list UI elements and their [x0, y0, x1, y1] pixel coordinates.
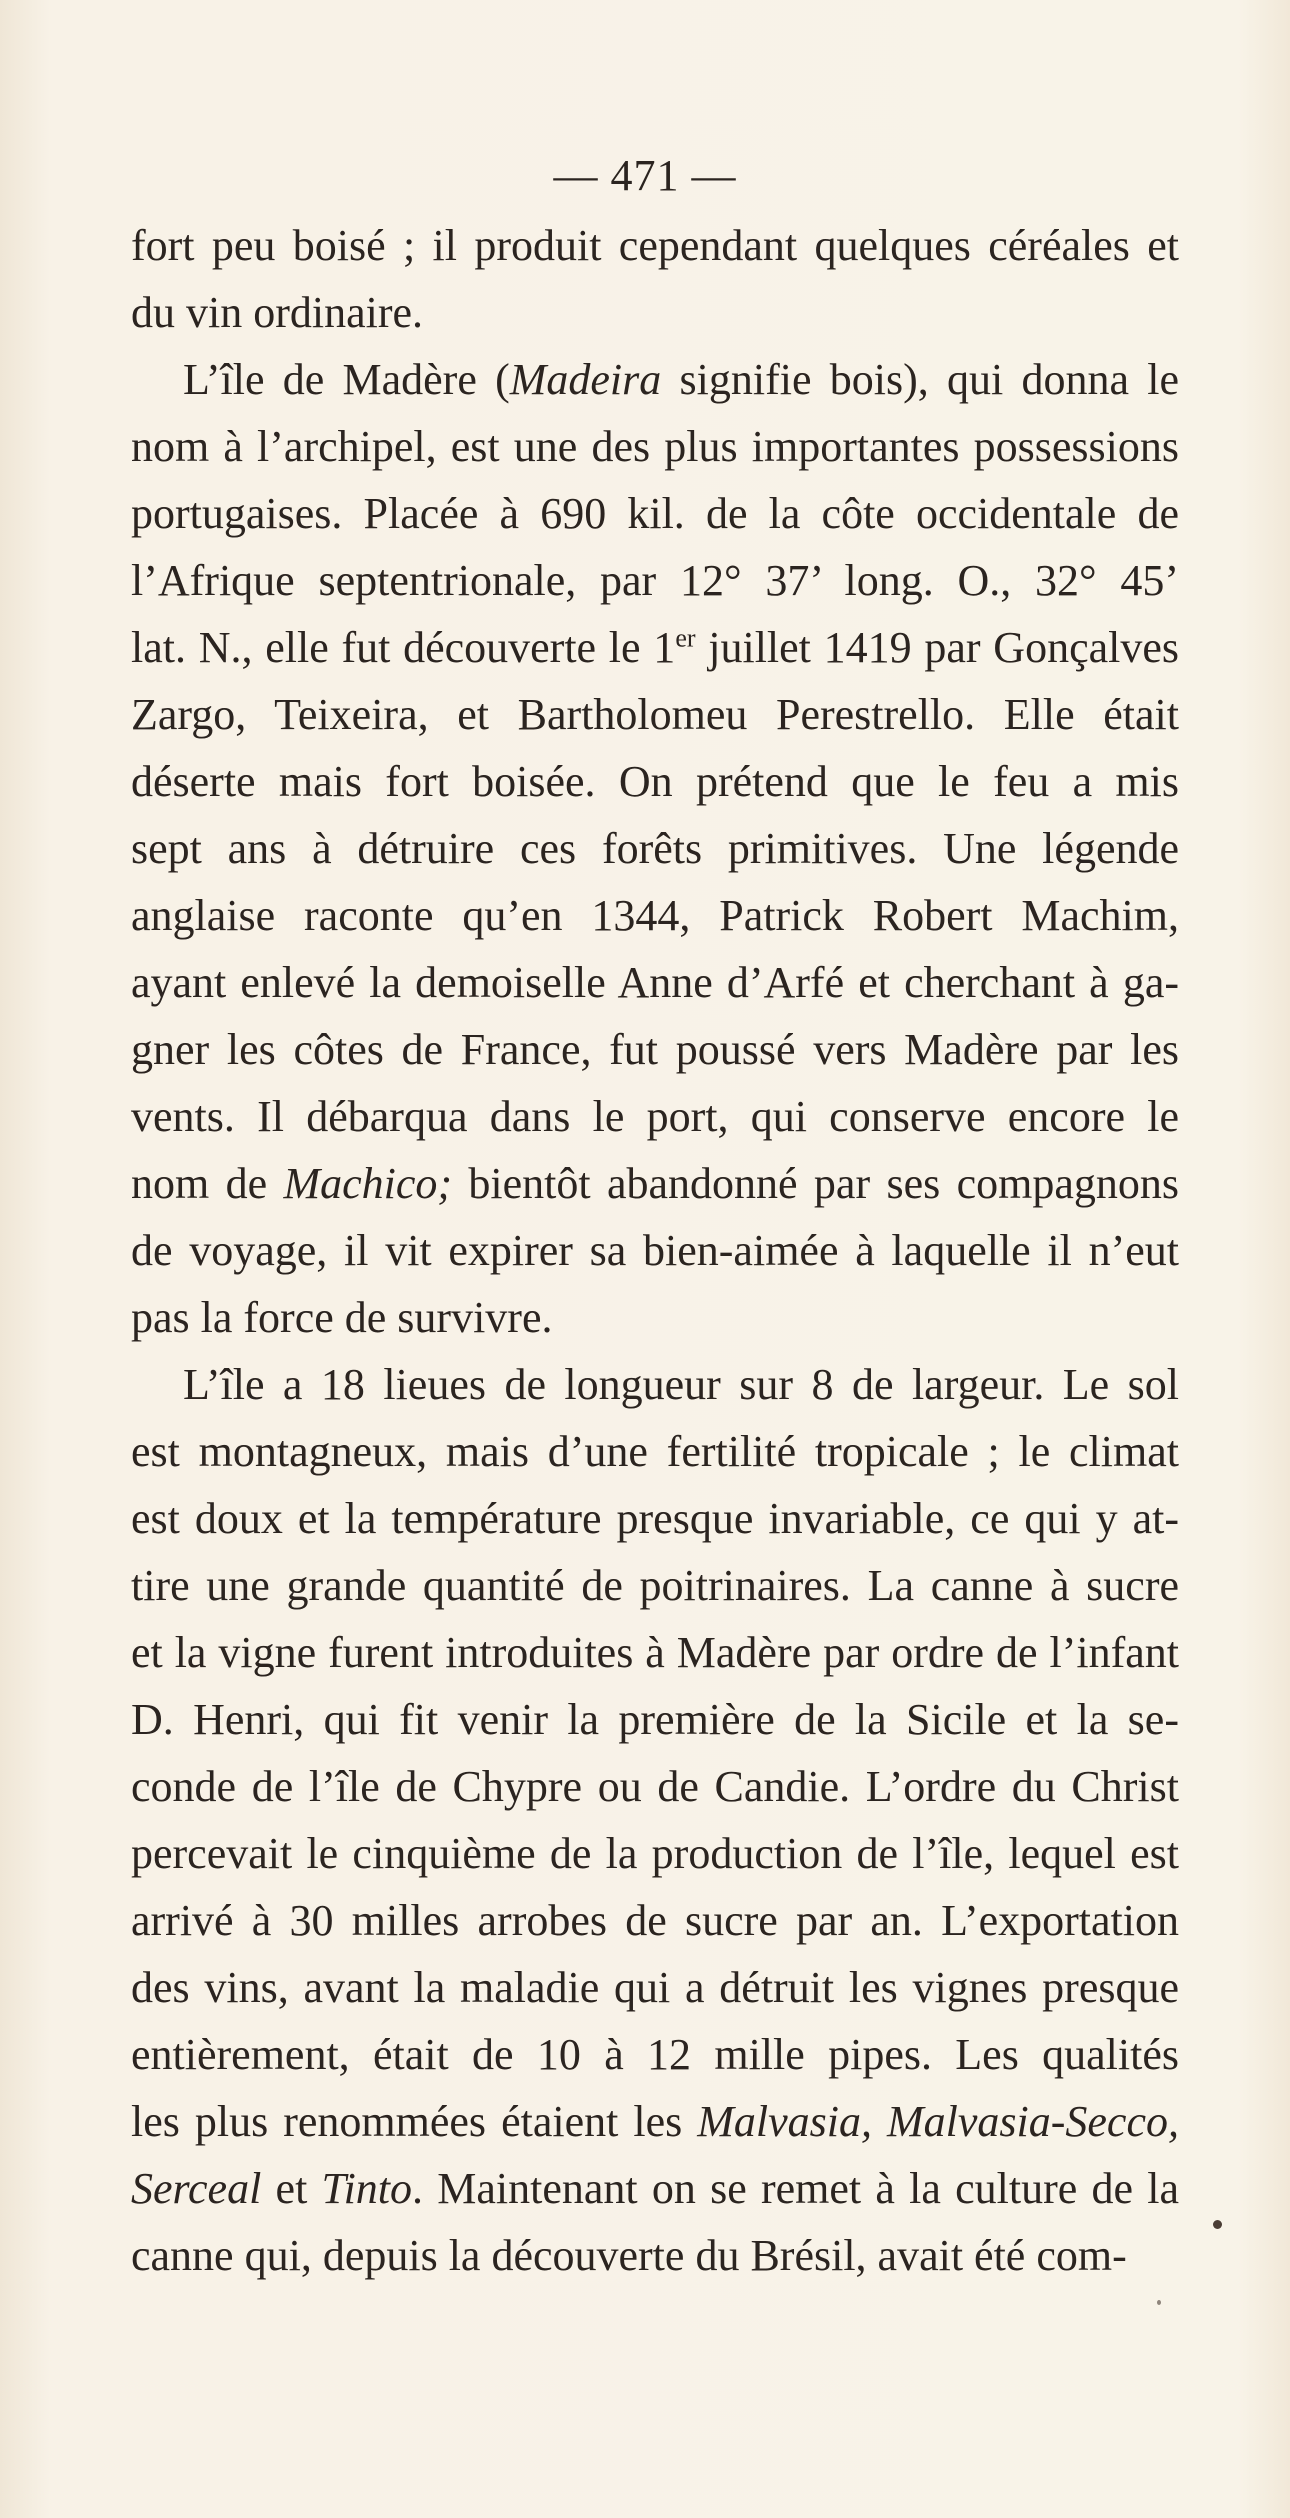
text-line	[131, 2155, 1179, 2222]
italic-text: Serceal	[131, 2164, 262, 2213]
text-line	[131, 1552, 1179, 1619]
text-run: l’Afrique septentrionale, par 12° 37’ long. O., 32° 45’	[131, 556, 1179, 605]
text-run: signifie bois), qui donna le	[661, 355, 1179, 404]
text-run: arrivé à 30 milles arrobes de sucre par an. L’exportation	[131, 1896, 1179, 1945]
text-run: ayant enlevé la demoiselle Anne d’Arfé et cherchant à ga-	[131, 958, 1179, 1007]
text-run: de voyage, il vit expirer sa bien-aimée à laquelle il n’eut	[131, 1226, 1179, 1275]
text-run: vents. Il débarqua dans le port, qui conserve encore le	[131, 1092, 1179, 1141]
ink-speck	[1213, 2220, 1222, 2229]
text-run: tire une grande quantité de poitrinaires. La canne à sucre	[131, 1561, 1179, 1610]
text-run: L’île a 18 lieues de longueur sur 8 de largeur. Le sol	[183, 1360, 1179, 1409]
text-line	[131, 1418, 1179, 1485]
text-line	[131, 2088, 1179, 2155]
text-run: est montagneux, mais d’une fertilité tropicale ; le climat	[131, 1427, 1179, 1476]
text-run: et	[261, 2164, 322, 2213]
text-line	[131, 279, 1179, 346]
text-line	[131, 681, 1179, 748]
text-run: . Maintenant on se remet à la culture de la	[412, 2164, 1179, 2213]
text-line	[131, 748, 1179, 815]
body-text	[131, 212, 1179, 2289]
text-line	[131, 882, 1179, 949]
text-line	[131, 346, 1179, 413]
text-line	[131, 1150, 1179, 1217]
text-line	[131, 815, 1179, 882]
text-run: nom de	[131, 1159, 284, 1208]
italic-text: Tinto	[321, 2164, 413, 2213]
italic-text: Machico;	[283, 1159, 453, 1208]
text-line	[131, 2222, 1179, 2289]
text-line	[131, 1284, 1179, 1351]
text-line	[131, 1351, 1179, 1418]
text-line	[131, 1820, 1179, 1887]
text-line	[131, 949, 1179, 1016]
text-run: portugaises. Placée à 690 kil. de la côte occidentale de	[131, 489, 1179, 538]
text-run: D. Henri, qui fit venir la première de la Sicile et la se-	[131, 1695, 1179, 1744]
text-run: Zargo, Teixeira, et Bartholomeu Perestrello. Elle était	[131, 690, 1179, 739]
text-line	[131, 1016, 1179, 1083]
text-run: anglaise raconte qu’en 1344, Patrick Robert Machim,	[131, 891, 1179, 940]
text-line	[131, 1083, 1179, 1150]
text-run: est doux et la température presque invariable, ce qui y at-	[131, 1494, 1179, 1543]
text-line	[131, 614, 1179, 681]
italic-text: Malvasia, Malvasia-Secco,	[697, 2097, 1179, 2146]
text-line	[131, 547, 1179, 614]
text-line	[131, 1217, 1179, 1284]
text-run: et la vigne furent introduites à Madère par ordre de l’infant	[131, 1628, 1179, 1677]
text-run: L’île de Madère (	[183, 355, 510, 404]
text-run: canne qui, depuis la découverte du Brésil, avait été com-	[131, 2231, 1127, 2280]
text-run: fort peu boisé ; il produit cependant quelques céréales et	[131, 221, 1179, 270]
text-run: percevait le cinquième de la production de l’île, lequel est	[131, 1829, 1179, 1878]
text-run: pas la force de survivre.	[131, 1293, 553, 1342]
text-run: conde de l’île de Chypre ou de Candie. L’ordre du Christ	[131, 1762, 1179, 1811]
text-run: nom à l’archipel, est une des plus importantes possessions	[131, 422, 1179, 471]
page-number: — 471 —	[553, 151, 737, 200]
text-line	[131, 413, 1179, 480]
text-run: sept ans à détruire ces forêts primitives. Une légende	[131, 824, 1179, 873]
text-run: entièrement, était de 10 à 12 mille pipes. Les qualités	[131, 2030, 1179, 2079]
italic-text: Madeira	[509, 355, 662, 404]
text-line	[131, 2021, 1179, 2088]
text-run: déserte mais fort boisée. On prétend que le feu a mis	[131, 757, 1179, 806]
text-line	[131, 1619, 1179, 1686]
superscript: er	[675, 623, 696, 653]
text-run: des vins, avant la maladie qui a détruit les vignes presque	[131, 1963, 1179, 2012]
text-run: les plus renommées étaient les	[131, 2097, 698, 2146]
text-run: lat. N., elle fut découverte le 1er juillet 1419 par Gonçalves	[131, 623, 1180, 672]
text-run: gner les côtes de France, fut poussé vers Madère par les	[131, 1025, 1179, 1074]
text-line	[131, 480, 1179, 547]
text-line	[131, 1954, 1179, 2021]
text-line	[131, 1686, 1179, 1753]
text-run: du vin ordinaire.	[131, 288, 424, 337]
text-run: bientôt abandonné par ses compagnons	[452, 1159, 1179, 1208]
text-line	[131, 1887, 1179, 1954]
text-line	[131, 1753, 1179, 1820]
text-line	[131, 1485, 1179, 1552]
text-line	[131, 212, 1179, 279]
ink-speck	[1157, 2300, 1161, 2305]
